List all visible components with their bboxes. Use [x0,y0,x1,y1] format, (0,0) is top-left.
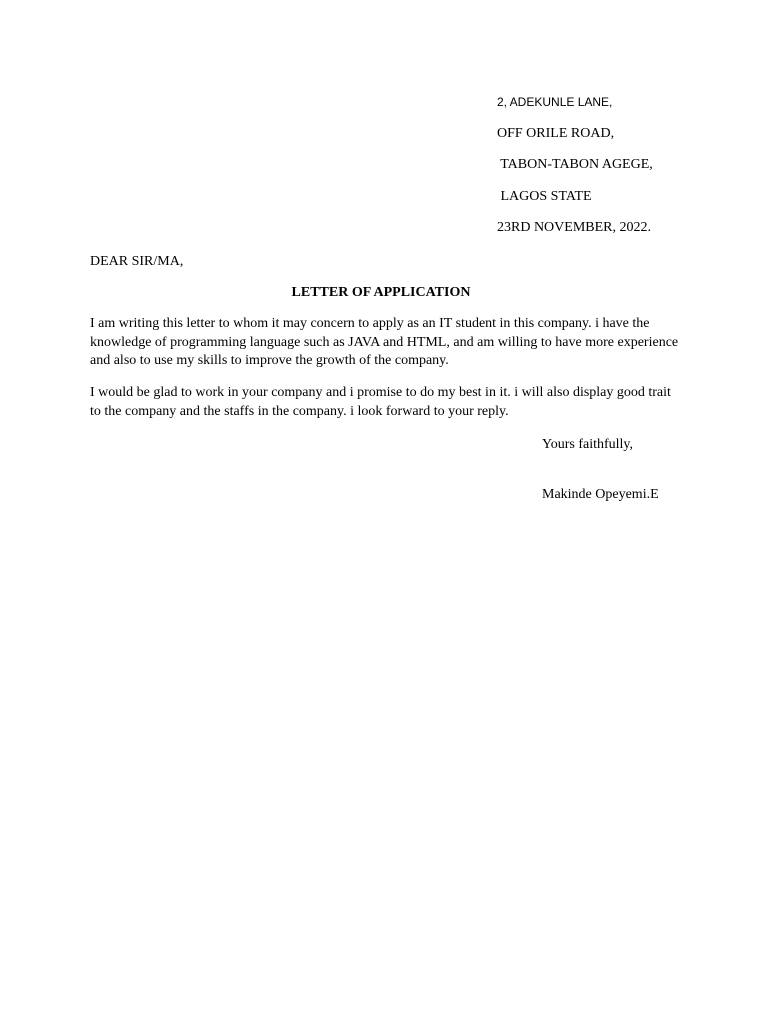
address-line-state: LAGOS STATE [497,188,592,204]
signature-name: Makinde Opeyemi.E [542,487,659,502]
closing: Yours faithfully, [542,437,634,452]
sender-address-block [497,92,737,250]
address-line-area: TABON-TABON AGEGE, [497,157,653,172]
letter-heading: LETTER OF APPLICATION [291,285,471,300]
address-line-road: OFF ORILE ROAD, [497,125,615,141]
salutation: DEAR SIR/MA, [90,254,184,269]
body-paragraph-1: I am writing this letter to whom it may concern to apply as an IT student in this company. i have the knowledge of programming language such as JAVA and HTML, and am willing to have more experience and also to use my skills to improve the growth of the company. [90,316,679,368]
body-paragraph-2: I would be glad to work in your company and i promise to do my best in it. i will also display good trait to the company and the staffs in the company. i look forward to your reply. [90,385,671,419]
address-line-street: 2, ADEKUNLE LANE, [497,95,613,109]
letter-date: 23RD NOVEMBER, 2022. [497,220,652,235]
